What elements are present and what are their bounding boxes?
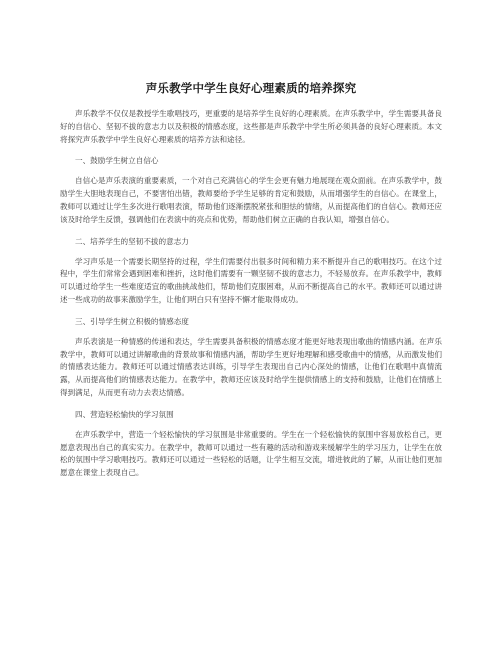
- section-heading-3: 三、引导学生树立积极的情感态度: [75, 316, 189, 326]
- section-heading-4: 四、营造轻松愉快的学习氛围: [75, 409, 174, 419]
- section-body-1: 自信心是声乐表演的重要素质，一个对自己充满信心的学生会更有魅力地展现在观众面前。在声乐教学中，鼓励学生大胆地表现自己，不要害怕出错，教师要给予学生足够的肯定和鼓励，从而增强学生的自信心。在课堂上，教师可以通过让学生多次进行歌唱表演，帮助他们逐渐摆脱紧张和胆怯的情绪，从而提高他们的自信心。教师还应该及时给学生反馈，强调他们在表演中的亮点和优势，帮助他们树立正确的自我认知，增强自信心。: [60, 176, 442, 224]
- section-body-4: 在声乐教学中，营造一个轻松愉快的学习氛围是非常重要的。学生在一个轻松愉快的氛围中容易放松自己，更愿意表现出自己的真实实力。在教学中，教师可以通过一些有趣的活动和游戏来缓解学生的学习压力，让学生在放松的氛围中学习歌唱技巧。教师还可以通过一些轻松的话题，让学生相互交流，增进彼此的了解，从而让他们更加愿意在课堂上表现自己。: [60, 429, 442, 478]
- section-body-3: 声乐表演是一种情感的传递和表达，学生需要具备积极的情感态度才能更好地表现出歌曲的情感内涵。在声乐教学中，教师可以通过讲解歌曲的背景故事和情感内涵，帮助学生更好地理解和感受歌曲中的情感，从而激发他们的情感表达能力。教师还可以通过情感表达训练，引导学生表现出自己内心深处的情感，让他们在歌唱中真情流露，从而提高他们的情感表达能力。在教学中，教师还应该及时给学生提供情感上的支持和鼓励，让他们在情感上得到满足，从而更有动力去表达情感。: [60, 336, 442, 397]
- document-title: 声乐教学中学生良好心理素质的培养探究: [145, 81, 357, 95]
- intro-paragraph: 声乐教学不仅仅是教授学生歌唱技巧，更重要的是培养学生良好的心理素质。在声乐教学中，学生需要具备良好的自信心、坚韧不拔的意志力以及积极的情感态度，这些都是声乐教学中学生所必须具备的良好心理素质。本文将探究声乐教学中学生良好心理素质的培养方法和途径。: [60, 109, 442, 144]
- section-heading-2: 二、培养学生的坚韧不拔的意志力: [75, 236, 189, 246]
- section-heading-1: 一、鼓励学生树立自信心: [75, 156, 159, 166]
- section-body-2: 学习声乐是一个需要长期坚持的过程，学生们需要付出很多时间和精力来不断提升自己的歌唱技巧。在这个过程中，学生们常常会遇到困难和挫折，这时他们需要有一颗坚韧不拔的意志力，不轻易放弃。在声乐教学中，教师可以通过给学生一些难度适宜的歌曲挑战他们，帮助他们克服困难，从而不断提高自己的水平。教师还可以通过讲述一些成功的故事来激励学生，让他们明白只有坚持不懈才能取得成功。: [60, 256, 442, 304]
